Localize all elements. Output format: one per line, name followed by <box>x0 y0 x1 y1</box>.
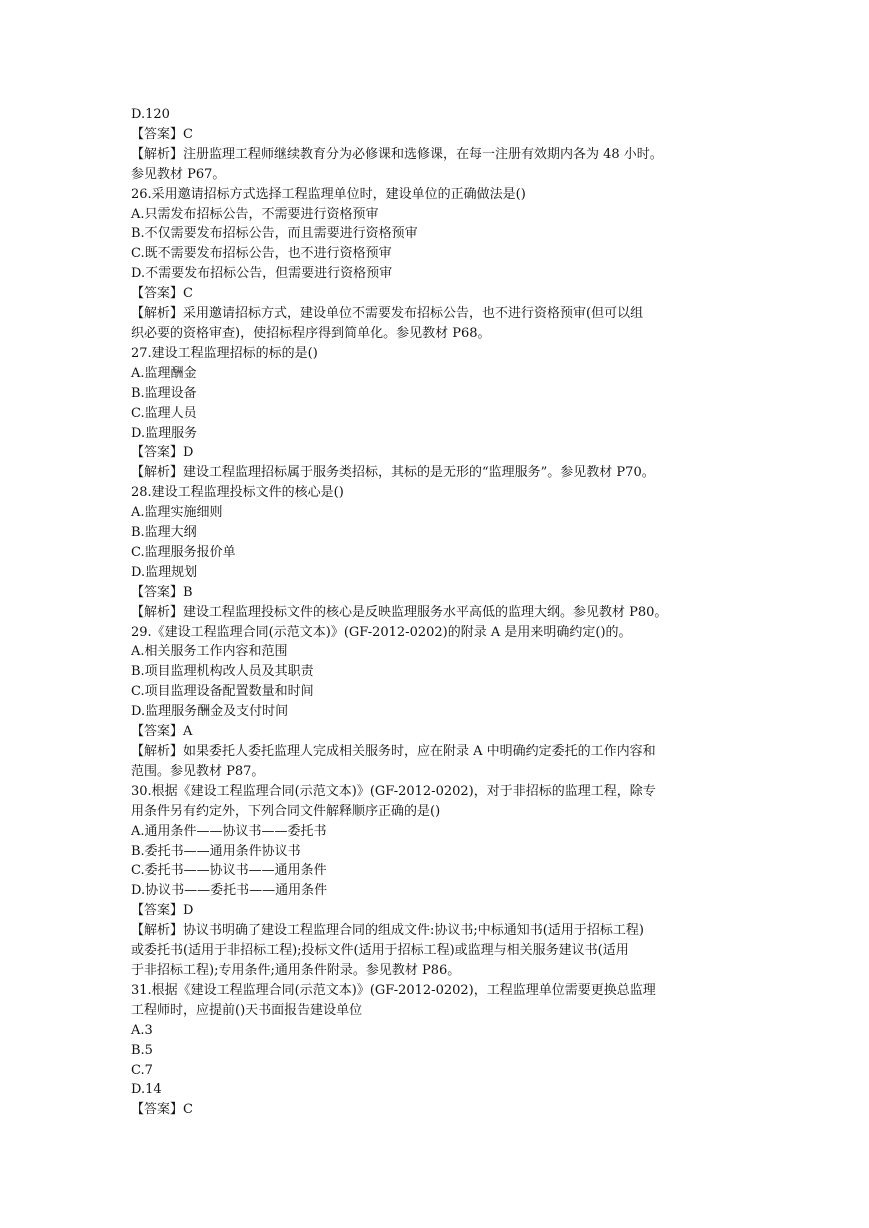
answer-line: 【答案】C <box>131 126 193 142</box>
question-line: 用条件另有约定外，下列合同文件解释顺序正确的是() <box>131 803 441 819</box>
option-line: C.既不需要发布招标公告，也不进行资格预审 <box>131 246 392 262</box>
option-line: A.通用条件——协议书——委托书 <box>131 823 327 839</box>
answer-line: 【答案】C <box>131 286 193 302</box>
analysis-line: 织必要的资格审查)，使招标程序得到简单化。参见教材 P68。 <box>131 325 491 341</box>
analysis-line: 参见教材 P67。 <box>131 166 226 182</box>
option-line: D.14 <box>131 1082 162 1098</box>
option-line: B.不仅需要发布招标公告，而且需要进行资格预审 <box>131 226 418 242</box>
option-line: C.项目监理设备配置数量和时间 <box>131 684 314 700</box>
option-line: B.监理设备 <box>131 385 197 401</box>
option-line: D.监理服务 <box>131 425 198 441</box>
analysis-line: 【解析】如果委托人委托监理人完成相关服务时，应在附录 A 中明确约定委托的工作内容和 <box>131 744 656 759</box>
option-line: D.监理服务酬金及支付时间 <box>131 704 289 720</box>
option-line: A.相关服务工作内容和范围 <box>131 644 288 660</box>
question-line: 27.建设工程监理招标的标的是() <box>131 345 318 361</box>
document-page <box>131 105 741 1120</box>
option-line: B.监理大纲 <box>131 525 197 541</box>
answer-line: 【答案】A <box>131 724 193 740</box>
question-line: 30.根据《建设工程监理合同(示范文本)》(GF-2012-0202)，对于非招标的监理工程，除专 <box>131 783 656 799</box>
analysis-line: 【解析】采用邀请招标方式，建设单位不需要发布招标公告，也不进行资格预审(但可以组 <box>131 306 644 322</box>
analysis-line: 【解析】建设工程监理招标属于服务类招标，其标的是无形的“监理服务”。参见教材 P70。 <box>131 465 655 481</box>
option-line: D.协议书——委托书——通用条件 <box>131 883 328 899</box>
option-line: B.委托书——通用条件协议书 <box>131 843 301 859</box>
option-line: A.监理酬金 <box>131 365 197 381</box>
option-line: D.监理规划 <box>131 564 198 580</box>
question-line: 28.建设工程监理投标文件的核心是() <box>131 485 344 501</box>
option-line: B.5 <box>131 1042 153 1058</box>
option-line: A.只需发布招标公告，不需要进行资格预审 <box>131 206 379 222</box>
analysis-line: 或委托书(适用于非招标工程);投标文件(适用于招标工程)或监理与相关服务建议书(适用 <box>131 943 629 959</box>
analysis-line: 于非招标工程);专用条件;通用条件附录。参见教材 P86。 <box>131 962 461 978</box>
option-line: C.监理服务报价单 <box>131 544 236 560</box>
answer-line: 【答案】B <box>131 584 193 600</box>
analysis-line: 【解析】建设工程监理投标文件的核心是反映监理服务水平高低的监理大纲。参见教材 P80。 <box>131 604 668 620</box>
option-line: C.委托书——协议书——通用条件 <box>131 863 327 879</box>
question-line: 工程师时，应提前()天书面报告建设单位 <box>131 1002 363 1018</box>
question-line: 29.《建设工程监理合同(示范文本)》(GF-2012-0202)的附录 A 是用来明确约定()的。 <box>131 624 632 640</box>
answer-line: 【答案】C <box>131 1102 193 1118</box>
answer-line: 【答案】D <box>131 903 194 919</box>
analysis-line: 【解析】注册监理工程师继续教育分为必修课和选修课，在每一注册有效期内各为 48 小时。 <box>131 146 663 162</box>
option-line: D.不需要发布招标公告，但需要进行资格预审 <box>131 266 393 282</box>
answer-line: 【答案】D <box>131 445 194 461</box>
option-line: D.120 <box>131 107 170 122</box>
option-line: B.项目监理机构改人员及其职责 <box>131 664 314 680</box>
option-line: A.监理实施细则 <box>131 505 223 521</box>
question-line: 31.根据《建设工程监理合同(示范文本)》(GF-2012-0202)，工程监理单位需要更换总监理 <box>131 982 656 998</box>
option-line: C.监理人员 <box>131 405 197 421</box>
question-line: 26.采用邀请招标方式选择工程监理单位时，建设单位的正确做法是() <box>131 186 526 202</box>
analysis-line: 【解析】协议书明确了建设工程监理合同的组成文件:协议书;中标通知书(适用于招标工程) <box>131 923 644 939</box>
option-line: A.3 <box>131 1022 153 1038</box>
analysis-line: 范围。参见教材 P87。 <box>131 763 265 779</box>
option-line: C.7 <box>131 1062 153 1078</box>
